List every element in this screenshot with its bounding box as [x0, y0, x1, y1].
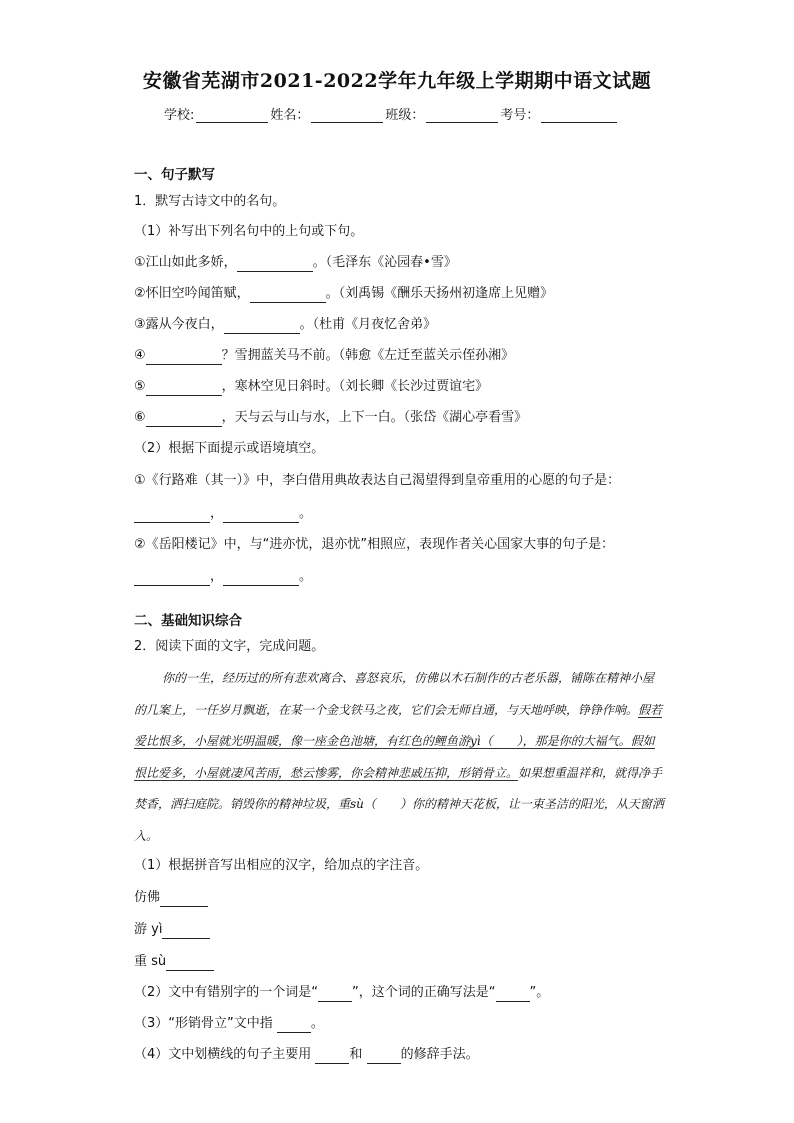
fill-item-2: ②怀旧空吟闻笛赋， 。（刘禹锡《酬乐天扬州初逢席上见赠》	[134, 286, 554, 301]
question-1: 1．默写古诗文中的名句。	[134, 194, 286, 209]
fill-item-1: ①江山如此多娇， 。（毛泽东《沁园春•雪》	[134, 255, 457, 270]
student-info-row	[164, 104, 619, 123]
answer-blank[interactable]	[318, 987, 352, 1002]
q1-2b-prompt: ②《岳阳楼记》中，与“进亦忧，退亦忧”相照应，表现作者关心国家大事的句子是：	[134, 537, 615, 552]
fill-item-3: ③露从今夜白， 。（杜甫《月夜忆舍弟》	[134, 317, 437, 332]
answer-blank[interactable]	[496, 987, 530, 1002]
class-blank[interactable]	[426, 109, 498, 123]
answer-blank[interactable]	[160, 892, 208, 907]
section1-heading: 一、句子默写	[134, 167, 215, 183]
passage-underlined-sentence: 假若爱比恨多，小屋就光明温暖，像一座金色池塘，有红色的鲤鱼游yì（ ），那是你的大福气。假如恨比爱多，小屋就凄风苦雨，愁云惨雾，你会精神悲戚压抑，形销骨立。	[134, 702, 663, 780]
page-title: 安徽省芜湖市2021-2022学年九年级上学期期中语文试题	[142, 70, 652, 92]
section2-heading: 二、基础知识综合	[134, 613, 242, 629]
pinyin-row-1: 仿佛	[134, 889, 208, 907]
answer-blank[interactable]	[315, 1049, 349, 1064]
answer-blank[interactable]	[146, 381, 222, 396]
answer-blank[interactable]	[223, 571, 299, 586]
answer-blank[interactable]	[134, 508, 210, 523]
answer-blank[interactable]	[146, 412, 222, 427]
answer-blank[interactable]	[166, 956, 214, 971]
q2-sub4: （4）文中划横线的句子主要用 和 的修辞手法。	[134, 1047, 479, 1062]
answer-blank[interactable]	[224, 319, 300, 334]
question-2: 2．阅读下面的文字，完成问题。	[134, 639, 325, 654]
q1-2a-prompt: ①《行路难（其一）》中，李白借用典故表达自己渴望得到皇帝重用的心愿的句子是：	[134, 473, 621, 488]
q2-sub2: （2）文中有错别字的一个词是“ ”，这个词的正确写法是“ ”。	[134, 985, 550, 1000]
pinyin-row-2: 游 yì	[134, 921, 210, 939]
q1-2b-answer-row: ， 。	[134, 568, 312, 586]
answer-blank[interactable]	[162, 924, 210, 939]
class-label: 班级：	[385, 108, 425, 123]
answer-blank[interactable]	[237, 257, 313, 272]
answer-blank[interactable]	[146, 350, 222, 365]
fill-item-5: ⑤ ，寒林空见日斜时。（刘长卿《长沙过贾谊宅》	[134, 379, 489, 394]
fill-item-6: ⑥ ，天与云与山与水，上下一白。（张岱《湖心亭看雪》	[134, 410, 528, 425]
name-label: 姓名：	[270, 108, 310, 123]
answer-blank[interactable]	[250, 288, 326, 303]
answer-blank[interactable]	[277, 1018, 311, 1033]
exam-no-blank[interactable]	[541, 109, 617, 123]
q1-part1-prompt: （1）补写出下列名句中的上句或下句。	[134, 224, 364, 239]
pinyin-row-3: 重 sù	[134, 953, 214, 971]
exam-no-label: 考号：	[500, 108, 540, 123]
passage-sentence-1: 你的一生，经历过的所有悲欢离合、喜怒哀乐，仿佛以木石制作的古老乐器，铺陈在精神小屋的几案上，一任岁月飘逝，在某一个金戈铁马之夜，它们会无师自通，与天地呼映，铮铮作响。	[134, 671, 655, 717]
answer-blank[interactable]	[223, 508, 299, 523]
reading-passage	[134, 663, 664, 852]
answer-blank[interactable]	[134, 571, 210, 586]
school-label: 学校:	[164, 108, 195, 123]
name-blank[interactable]	[311, 109, 383, 123]
q2-sub1: （1）根据拼音写出相应的汉字，给加点的字注音。	[134, 858, 429, 873]
q1-2a-answer-row: ， 。	[134, 505, 312, 523]
school-blank[interactable]	[196, 109, 268, 123]
q1-part2-prompt: （2）根据下面提示或语境填空。	[134, 441, 325, 456]
q2-sub3: （3）“形销骨立”文中指 。	[134, 1016, 324, 1031]
answer-blank[interactable]	[367, 1049, 401, 1064]
fill-item-4: ④ ？雪拥蓝关马不前。（韩愈《左迁至蓝关示侄孙湘》	[134, 348, 515, 363]
passage-sentence-3: 如果想重温祥和，就得净手焚香，洒扫庭院。销毁你的精神垃圾，重sù（ ）你的精神天花板，让一束圣洁的阳光，从天窗洒入。	[134, 765, 664, 843]
